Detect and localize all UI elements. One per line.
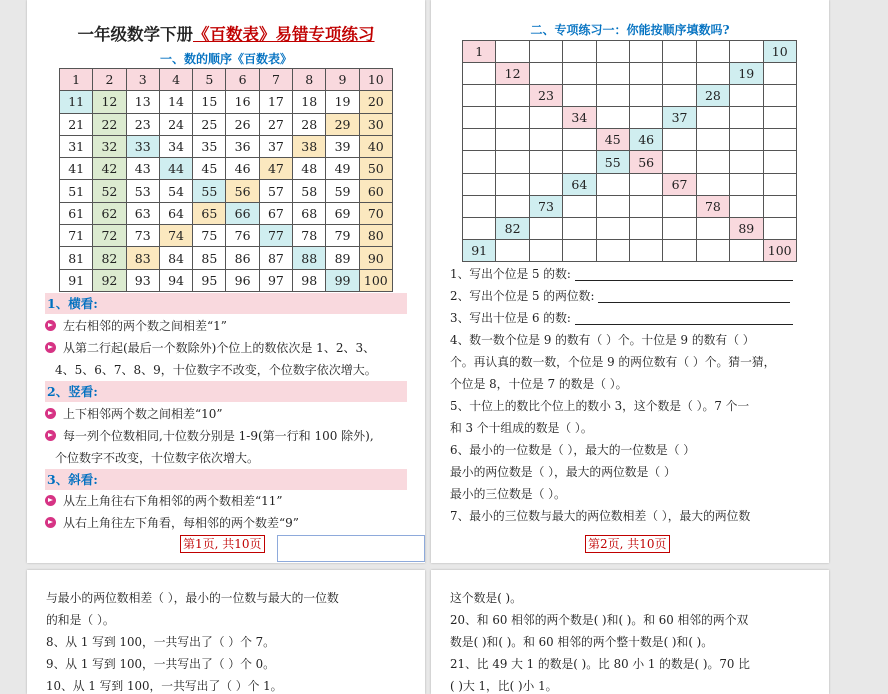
table-row (60, 158, 393, 180)
number-cell: 14 (159, 91, 192, 113)
number-cell: 15 (193, 91, 226, 113)
blank-cell[interactable] (563, 195, 596, 217)
blank-cell[interactable] (696, 239, 729, 261)
number-cell: 19 (326, 91, 359, 113)
table-row (60, 69, 393, 91)
blank-cell[interactable] (629, 217, 662, 239)
section-heading-horizontal: 1、横看: (45, 293, 407, 314)
blank-cell[interactable] (563, 85, 596, 107)
number-cell: 10 (359, 69, 392, 91)
number-cell: 38 (293, 135, 326, 157)
page-title: 一年级数学下册《百数表》易错专项练习 (77, 25, 375, 44)
number-cell: 10 (763, 41, 796, 63)
blank-cell[interactable] (596, 217, 629, 239)
number-cell: 73 (126, 225, 159, 247)
number-cell: 58 (293, 180, 326, 202)
question-line: 6、最小的一位数是（ ），最大的一位数是（ ） (450, 443, 696, 457)
number-cell: 31 (60, 135, 93, 157)
number-cell: 18 (293, 91, 326, 113)
number-cell: 32 (93, 135, 126, 157)
number-cell: 94 (159, 269, 192, 291)
question-line: ( )大 1，比( )小 1。 (450, 679, 558, 693)
number-cell: 22 (93, 113, 126, 135)
number-cell: 98 (293, 269, 326, 291)
number-cell: 81 (60, 247, 93, 269)
number-cell: 56 (226, 180, 259, 202)
blank-cell[interactable] (563, 217, 596, 239)
number-cell: 78 (696, 195, 729, 217)
number-cell: 40 (359, 135, 392, 157)
grid-row (463, 173, 797, 195)
blank-cell[interactable] (563, 41, 596, 63)
blank-cell[interactable] (763, 63, 796, 85)
bullet-arrow-icon (45, 408, 56, 419)
number-cell: 76 (226, 225, 259, 247)
number-cell: 75 (193, 225, 226, 247)
table-row (60, 113, 393, 135)
number-cell: 21 (60, 113, 93, 135)
number-cell: 59 (326, 180, 359, 202)
blank-cell[interactable] (563, 239, 596, 261)
blank-cell[interactable] (663, 239, 696, 261)
number-cell: 16 (226, 91, 259, 113)
blank-cell[interactable] (496, 85, 529, 107)
question-line: 与最小的两位数相差（ ），最小的一位数与最大的一位数 (46, 591, 339, 605)
number-cell: 78 (293, 225, 326, 247)
blank-cell[interactable] (696, 107, 729, 129)
bullet-arrow-icon (45, 495, 56, 506)
question-line: 4、数一数个位是 9 的数有（ ）个。十位是 9 的数有（ ） (450, 333, 755, 347)
number-cell: 2 (93, 69, 126, 91)
blank-cell[interactable] (629, 85, 662, 107)
number-cell: 55 (596, 151, 629, 173)
question-line: 7、最小的三位数与最大的两位数相差（ ），最大的两位数 (450, 509, 751, 523)
section-subtitle: 二、专项练习一：你能按顺序填数吗? (530, 23, 730, 37)
blank-cell[interactable] (463, 217, 496, 239)
blank-cell[interactable] (629, 107, 662, 129)
number-cell: 77 (259, 225, 292, 247)
number-cell: 12 (496, 63, 529, 85)
bullet-arrow-icon (45, 430, 56, 441)
number-cell: 49 (326, 158, 359, 180)
blank-cell[interactable] (629, 41, 662, 63)
number-cell: 61 (60, 202, 93, 224)
blank-cell[interactable] (663, 195, 696, 217)
bullet-arrow-icon (45, 320, 56, 331)
number-cell: 13 (126, 91, 159, 113)
question-line: 5、十位上的数比个位上的数小 3，这个数是（ ）。7 个一 (450, 399, 750, 413)
blank-cell[interactable] (596, 85, 629, 107)
number-cell: 44 (159, 158, 192, 180)
number-cell: 9 (326, 69, 359, 91)
section-heading-diagonal: 3、斜看: (45, 469, 407, 490)
table-row (60, 180, 393, 202)
number-cell: 8 (293, 69, 326, 91)
grid-row (463, 63, 797, 85)
number-cell: 66 (226, 202, 259, 224)
number-cell: 82 (93, 247, 126, 269)
number-cell: 92 (93, 269, 126, 291)
bullet-item: 从第二行起(最后一个数除外)个位上的数依次是 1、2、3、 (45, 337, 413, 359)
blank-cell[interactable] (496, 41, 529, 63)
table-row (60, 225, 393, 247)
bullet-item: 上下相邻两个数之间相差“10” (45, 403, 413, 425)
blank-cell[interactable] (696, 129, 729, 151)
number-cell: 19 (730, 63, 763, 85)
blank-cell[interactable] (629, 63, 662, 85)
number-cell: 1 (463, 41, 496, 63)
bullet-continuation: 4、5、6、7、8、9，十位数字不改变，个位数字依次增大。 (55, 363, 377, 377)
grid-row (463, 41, 797, 63)
blank-cell[interactable] (629, 195, 662, 217)
question-line: 1、写出个位是 5 的数: (450, 263, 818, 285)
blank-cell[interactable] (696, 41, 729, 63)
fill-in-grid-table (462, 40, 797, 262)
number-cell: 46 (629, 129, 662, 151)
section-subtitle: 一、数的顺序《百数表》 (159, 52, 292, 66)
number-cell: 56 (629, 151, 662, 173)
bullet-arrow-icon (45, 342, 56, 353)
blank-cell[interactable] (730, 41, 763, 63)
question-line: 的和是（ ）。 (46, 613, 115, 627)
number-cell: 28 (293, 113, 326, 135)
number-cell: 23 (126, 113, 159, 135)
table-row (60, 202, 393, 224)
bullet-item: 从右上角往左下角看，每相邻的两个数差“9” (45, 512, 413, 534)
blank-cell[interactable] (696, 63, 729, 85)
blank-cell[interactable] (763, 107, 796, 129)
blank-cell[interactable] (696, 151, 729, 173)
number-cell: 71 (60, 225, 93, 247)
grid-row (463, 217, 797, 239)
number-cell: 89 (326, 247, 359, 269)
section-heading-vertical: 2、竖看: (45, 381, 407, 402)
blank-cell[interactable] (663, 41, 696, 63)
question-line: 数是( )和( )。和 60 相邻的两个整十数是( )和( )。 (450, 635, 714, 649)
number-cell: 41 (60, 158, 93, 180)
blank-cell[interactable] (596, 173, 629, 195)
blank-cell[interactable] (496, 107, 529, 129)
page-number-label: 第1页, 共10页 (180, 535, 265, 553)
question-line: 8、从 1 写到 100，一共写出了（ ）个 7。 (46, 635, 275, 649)
question-line: 最小的两位数是（ ），最大的两位数是（ ） (450, 465, 676, 479)
number-cell: 74 (159, 225, 192, 247)
number-cell: 37 (663, 107, 696, 129)
blank-cell[interactable] (463, 173, 496, 195)
blank-cell[interactable] (730, 239, 763, 261)
blank-cell[interactable] (763, 129, 796, 151)
blank-cell[interactable] (529, 107, 562, 129)
number-cell: 65 (193, 202, 226, 224)
blank-cell[interactable] (730, 129, 763, 151)
page-1 (27, 0, 425, 563)
number-cell: 89 (730, 217, 763, 239)
blank-cell[interactable] (463, 85, 496, 107)
number-cell: 6 (226, 69, 259, 91)
question-line: 9、从 1 写到 100，一共写出了（ ）个 0。 (46, 657, 275, 671)
blank-cell[interactable] (496, 173, 529, 195)
number-cell: 45 (193, 158, 226, 180)
number-cell: 46 (226, 158, 259, 180)
number-cell: 97 (259, 269, 292, 291)
question-line: 2、写出个位是 5 的两位数: (450, 285, 818, 307)
number-cell: 73 (529, 195, 562, 217)
blank-cell[interactable] (563, 63, 596, 85)
number-cell: 17 (259, 91, 292, 113)
blank-cell[interactable] (496, 129, 529, 151)
blank-cell[interactable] (730, 85, 763, 107)
number-cell: 42 (93, 158, 126, 180)
number-cell: 64 (563, 173, 596, 195)
blank-cell[interactable] (663, 129, 696, 151)
number-cell: 72 (93, 225, 126, 247)
blank-cell[interactable] (596, 107, 629, 129)
blank-cell[interactable] (763, 217, 796, 239)
number-cell: 11 (60, 91, 93, 113)
grid-row (463, 107, 797, 129)
blank-cell[interactable] (663, 63, 696, 85)
number-cell: 34 (563, 107, 596, 129)
grid-row (463, 85, 797, 107)
number-cell: 68 (293, 202, 326, 224)
hundred-chart-table (59, 68, 393, 292)
number-cell: 12 (93, 91, 126, 113)
blank-cell[interactable] (763, 85, 796, 107)
number-cell: 23 (529, 85, 562, 107)
number-cell: 100 (359, 269, 392, 291)
grid-row (463, 239, 797, 261)
page-3 (27, 570, 425, 694)
number-cell: 51 (60, 180, 93, 202)
blank-cell[interactable] (696, 173, 729, 195)
blank-cell[interactable] (496, 195, 529, 217)
blank-cell[interactable] (663, 151, 696, 173)
question-line: 个位是 8，十位是 7 的数是（ ）。 (450, 377, 628, 391)
number-cell: 95 (193, 269, 226, 291)
number-cell: 100 (763, 239, 796, 261)
blank-cell[interactable] (596, 63, 629, 85)
table-row (60, 91, 393, 113)
page-2 (431, 0, 829, 563)
number-cell: 34 (159, 135, 192, 157)
number-cell: 7 (259, 69, 292, 91)
number-cell: 48 (293, 158, 326, 180)
blank-cell[interactable] (463, 151, 496, 173)
blank-cell[interactable] (563, 151, 596, 173)
number-cell: 60 (359, 180, 392, 202)
number-cell: 67 (259, 202, 292, 224)
number-cell: 84 (159, 247, 192, 269)
table-row (60, 269, 393, 291)
blank-cell[interactable] (496, 239, 529, 261)
blank-cell[interactable] (563, 129, 596, 151)
number-cell: 85 (193, 247, 226, 269)
number-cell: 82 (496, 217, 529, 239)
blank-cell[interactable] (730, 107, 763, 129)
number-cell: 24 (159, 113, 192, 135)
number-cell: 26 (226, 113, 259, 135)
number-cell: 91 (60, 269, 93, 291)
number-cell: 88 (293, 247, 326, 269)
number-cell: 53 (126, 180, 159, 202)
number-cell: 5 (193, 69, 226, 91)
number-cell: 47 (259, 158, 292, 180)
number-cell: 69 (326, 202, 359, 224)
blank-cell[interactable] (663, 217, 696, 239)
number-cell: 37 (259, 135, 292, 157)
number-cell: 25 (193, 113, 226, 135)
number-cell: 33 (126, 135, 159, 157)
blank-cell[interactable] (529, 129, 562, 151)
table-row (60, 135, 393, 157)
question-line: 21、比 49 大 1 的数是( )。比 80 小 1 的数是( )。70 比 (450, 657, 750, 671)
blank-cell[interactable] (529, 151, 562, 173)
answer-blank[interactable] (575, 312, 793, 325)
number-cell: 4 (159, 69, 192, 91)
grid-row (463, 195, 797, 217)
number-cell: 79 (326, 225, 359, 247)
number-cell: 54 (159, 180, 192, 202)
answer-blank[interactable] (598, 290, 790, 303)
bullet-item: 从左上角往右下角相邻的两个数相差“11” (45, 490, 413, 512)
number-cell: 20 (359, 91, 392, 113)
bullet-arrow-icon (45, 517, 56, 528)
blank-cell[interactable] (529, 173, 562, 195)
number-cell: 86 (226, 247, 259, 269)
number-cell: 87 (259, 247, 292, 269)
blank-cell[interactable] (663, 85, 696, 107)
number-cell: 27 (259, 113, 292, 135)
number-cell: 43 (126, 158, 159, 180)
blank-cell[interactable] (763, 151, 796, 173)
blank-cell[interactable] (696, 217, 729, 239)
blank-cell[interactable] (596, 239, 629, 261)
table-row (60, 247, 393, 269)
number-cell: 64 (159, 202, 192, 224)
number-cell: 1 (60, 69, 93, 91)
grid-row (463, 129, 797, 151)
number-cell: 80 (359, 225, 392, 247)
answer-blank[interactable] (575, 268, 793, 281)
question-line: 这个数是( )。 (450, 591, 522, 605)
blank-cell[interactable] (730, 173, 763, 195)
blank-cell[interactable] (596, 41, 629, 63)
page-4 (431, 570, 829, 694)
number-cell: 91 (463, 239, 496, 261)
blank-cell[interactable] (529, 63, 562, 85)
question-line: 3、写出十位是 6 的数: (450, 307, 818, 329)
number-cell: 70 (359, 202, 392, 224)
blank-cell[interactable] (763, 195, 796, 217)
question-line: 最小的三位数是（ ）。 (450, 487, 566, 501)
number-cell: 96 (226, 269, 259, 291)
number-cell: 30 (359, 113, 392, 135)
number-cell: 39 (326, 135, 359, 157)
number-cell: 83 (126, 247, 159, 269)
number-cell: 57 (259, 180, 292, 202)
number-cell: 62 (93, 202, 126, 224)
blank-cell[interactable] (629, 239, 662, 261)
number-cell: 67 (663, 173, 696, 195)
number-cell: 50 (359, 158, 392, 180)
blank-cell[interactable] (463, 195, 496, 217)
blank-cell[interactable] (463, 107, 496, 129)
bullet-item: 每一列个位数相同,十位数分别是 1-9(第一行和 100 除外), (45, 425, 413, 447)
bullet-continuation: 个位数字不改变，十位数字依次增大。 (55, 451, 260, 465)
number-cell: 63 (126, 202, 159, 224)
blank-cell[interactable] (529, 41, 562, 63)
number-cell: 29 (326, 113, 359, 135)
number-cell: 93 (126, 269, 159, 291)
bullet-item: 左右相邻的两个数之间相差“1” (45, 315, 413, 337)
grid-row (463, 151, 797, 173)
blank-cell[interactable] (596, 195, 629, 217)
blank-cell[interactable] (529, 217, 562, 239)
number-cell: 45 (596, 129, 629, 151)
number-cell: 36 (226, 135, 259, 157)
page-number-label: 第2页, 共10页 (585, 535, 670, 553)
number-cell: 52 (93, 180, 126, 202)
question-line: 20、和 60 相邻的两个数是( )和( )。和 60 相邻的两个双 (450, 613, 749, 627)
number-cell: 55 (193, 180, 226, 202)
blank-cell[interactable] (463, 63, 496, 85)
question-line: 个。再认真的数一数，个位是 9 的两位数有（ ）个。猜一猜， (450, 355, 776, 369)
blank-cell[interactable] (629, 173, 662, 195)
question-line: 10、从 1 写到 100，一共写出了（ ）个 1。 (46, 679, 283, 693)
blank-cell[interactable] (730, 151, 763, 173)
number-cell: 35 (193, 135, 226, 157)
question-line: 和 3 个十组成的数是（ ）。 (450, 421, 593, 435)
number-cell: 28 (696, 85, 729, 107)
number-cell: 99 (326, 269, 359, 291)
blank-cell[interactable] (763, 173, 796, 195)
blank-cell[interactable] (529, 239, 562, 261)
blank-cell[interactable] (463, 129, 496, 151)
text-input-box[interactable] (277, 535, 425, 562)
blank-cell[interactable] (730, 195, 763, 217)
number-cell: 90 (359, 247, 392, 269)
number-cell: 3 (126, 69, 159, 91)
blank-cell[interactable] (496, 151, 529, 173)
